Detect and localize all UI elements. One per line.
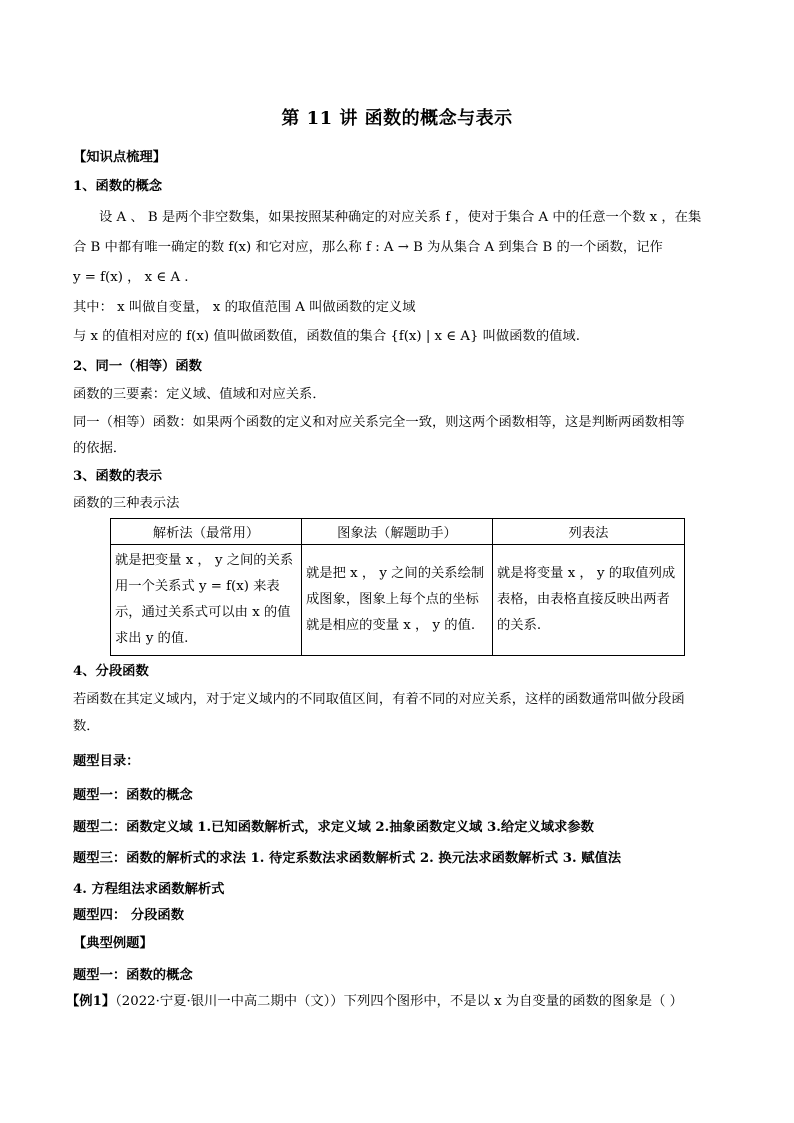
knowledge-heading: 【知识点梳理】 (73, 150, 167, 165)
example-1 (66, 992, 683, 1012)
section-4-line-1: 若函数在其定义域内，对于定义域内的不同取值区间，有着不同的对应关系，这样的函数通常叫做分段函 (73, 692, 685, 707)
catalog-item-4: 题型四： 分段函数 (73, 908, 185, 923)
type-1-heading: 题型一：函数的概念 (73, 968, 193, 983)
section-1-line-1: 设 A 、 B 是两个非空数集，如果按照某种确定的对应关系 f ，使对于集合 A 中的任意一个数 x ，在集 (99, 210, 702, 225)
example-1-text: （2022·宁夏·银川一中高二期中（文））下列四个图形中，不是以 x 为自变量的函数的图象是（ ） (115, 994, 683, 1009)
catalog-item-3-continued: 4. 方程组法求函数解析式 (73, 882, 225, 897)
section-3-line-1: 函数的三种表示法 (73, 496, 180, 511)
section-1-line-3: y = f(x) ， x ∈ A . (73, 270, 189, 285)
table-header-cell: 解析法（最常用） (111, 519, 302, 545)
representation-table (110, 518, 685, 656)
catalog-item-2: 题型二：函数定义域 1.已知函数解析式，求定义域 2.抽象函数定义域 3.给定义域求参数 (73, 820, 594, 835)
section-1-line-4: 其中： x 叫做自变量， x 的取值范围 A 叫做函数的定义域 (73, 300, 416, 315)
section-4-heading: 4、分段函数 (73, 664, 149, 679)
table-cell: 就是把变量 x ， y 之间的关系用一个关系式 y = f(x) 来表示，通过关系式可以由 x 的值求出 y 的值. (111, 545, 302, 656)
example-1-label: 【例1】 (66, 994, 116, 1009)
table-cell: 就是把 x ， y 之间的关系绘制成图象，图象上每个点的坐标就是相应的变量 x ， y 的值. (302, 545, 493, 656)
section-4-line-2: 数． (73, 719, 100, 734)
table-row (111, 545, 685, 656)
section-1-line-5: 与 x 的值相对应的 f(x) 值叫做函数值，函数值的集合 {f(x) | x ∈ A} 叫做函数的值域. (73, 329, 580, 344)
page-title: 第 11 讲 函数的概念与表示 (281, 108, 513, 129)
table-header-cell: 图象法（解题助手） (302, 519, 493, 545)
section-3-heading: 3、函数的表示 (73, 469, 163, 484)
section-1-heading: 1、函数的概念 (73, 179, 163, 194)
examples-heading: 【典型例题】 (73, 936, 153, 951)
catalog-item-3: 题型三：函数的解析式的求法 1. 待定系数法求函数解析式 2. 换元法求函数解析式 3. 赋值法 (73, 851, 622, 866)
section-1-line-2: 合 B 中都有唯一确定的数 f(x) 和它对应，那么称 f : A → B 为从集合 A 到集合 B 的一个函数，记作 (73, 240, 663, 255)
section-2-line-1: 函数的三要素：定义域、值域和对应关系． (73, 387, 326, 402)
catalog-heading: 题型目录： (73, 754, 140, 769)
section-2-line-3: 的依据． (73, 441, 127, 456)
section-2-line-2: 同一（相等）函数：如果两个函数的定义和对应关系完全一致，则这两个函数相等，这是判断两函数相等 (73, 415, 685, 430)
catalog-item-1: 题型一：函数的概念 (73, 788, 193, 803)
table-header-row (111, 519, 685, 545)
table-header-cell: 列表法 (493, 519, 685, 545)
table-cell: 就是将变量 x ， y 的取值列成表格，由表格直接反映出两者的关系. (493, 545, 685, 656)
section-2-heading: 2、同一（相等）函数 (73, 359, 202, 374)
